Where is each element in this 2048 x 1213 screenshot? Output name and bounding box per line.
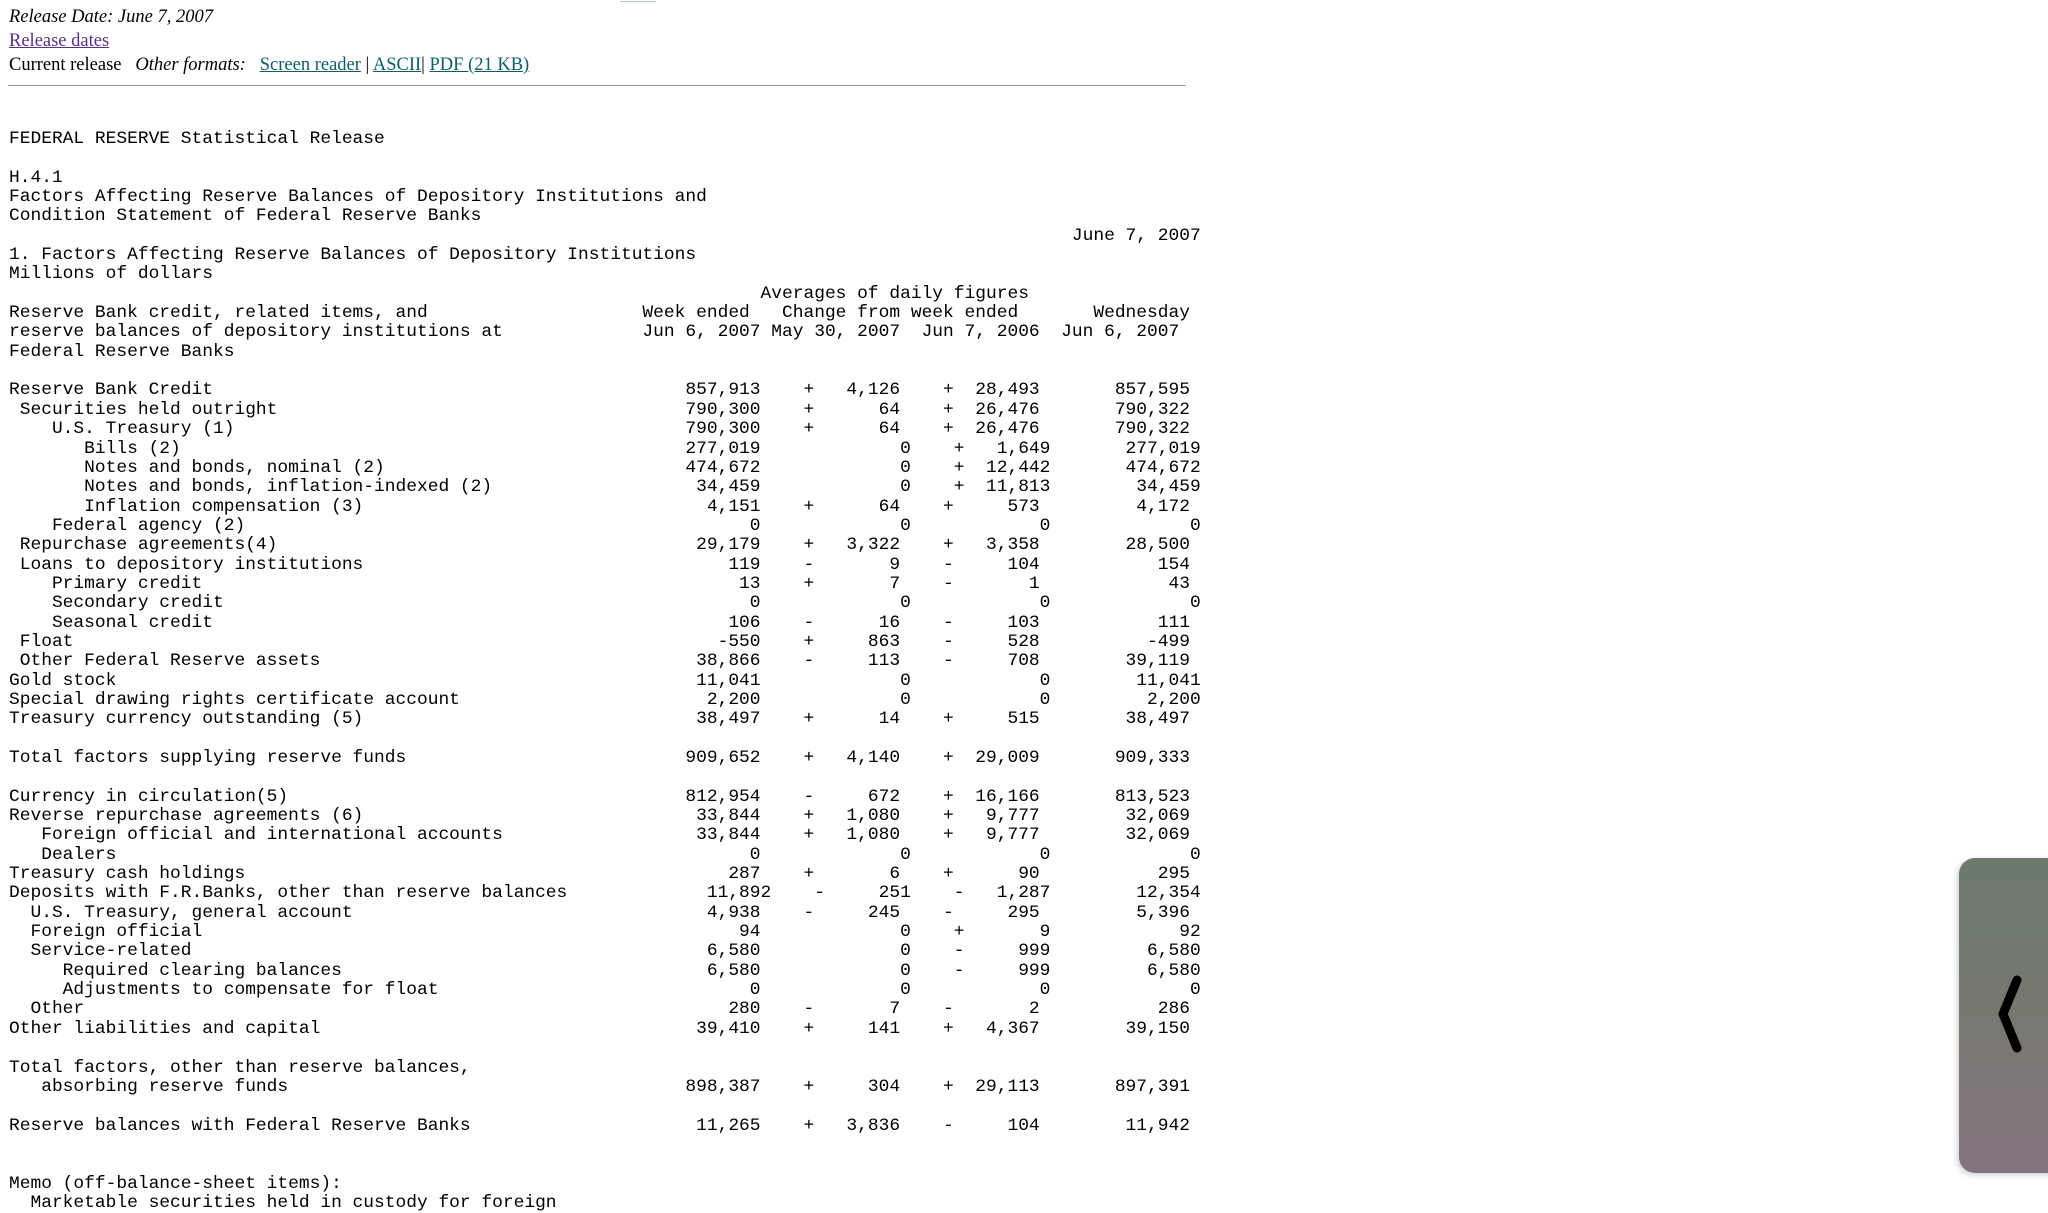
- release-line: Reserve Bank Credit 857,913 + 4,126 + 28,493 857,595: [9, 380, 1190, 401]
- release-line: Other liabilities and capital 39,410 + 141 + 4,367 39,150: [9, 1018, 1190, 1039]
- release-line: Notes and bonds, nominal (2) 474,672 0 + 12,442 474,672: [9, 457, 1201, 478]
- release-line: Special drawing rights certificate account 2,200 0 0 2,200: [9, 689, 1201, 710]
- horizontal-rule: [8, 85, 1186, 86]
- release-line: Notes and bonds, inflation-indexed (2) 34,459 0 + 11,813 34,459: [9, 477, 1201, 498]
- release-text: [9, 130, 1201, 1213]
- release-line: Primary credit 13 + 7 - 1 43: [9, 573, 1190, 594]
- release-line: H.4.1: [9, 167, 63, 188]
- release-line: Other 280 - 7 - 2 286: [9, 999, 1190, 1020]
- release-line: Loans to depository institutions 119 - 9 - 104 154: [9, 554, 1190, 575]
- release-line: Service-related 6,580 0 - 999 6,580: [9, 941, 1201, 962]
- release-line: Bills (2) 277,019 0 + 1,649 277,019: [9, 438, 1201, 459]
- release-line: FEDERAL RESERVE Statistical Release: [9, 129, 385, 149]
- release-line: Marketable securities held in custody for foreign: [9, 1192, 557, 1213]
- release-line: U.S. Treasury (1) 790,300 + 64 + 26,476 790,322: [9, 419, 1190, 440]
- ascii-link[interactable]: ASCII: [372, 55, 422, 75]
- release-line: Foreign official 94 0 + 9 92: [9, 922, 1201, 943]
- release-line: Gold stock 11,041 0 0 11,041: [9, 670, 1201, 691]
- release-line: Inflation compensation (3) 4,151 + 64 + 573 4,172: [9, 496, 1190, 517]
- release-line: Seasonal credit 106 - 16 - 103 111: [9, 612, 1190, 633]
- other-formats-label: Other formats:: [135, 55, 246, 75]
- release-line: Condition Statement of Federal Reserve Banks: [9, 206, 482, 227]
- side-panel-toggle[interactable]: [1959, 858, 2048, 1173]
- screen-reader-link[interactable]: Screen reader: [259, 55, 361, 75]
- release-line: Averages of daily figures: [9, 283, 1029, 304]
- release-line: Treasury currency outstanding (5) 38,497 + 14 + 515 38,497: [9, 709, 1190, 730]
- release-line: Adjustments to compensate for float 0 0 0 0: [9, 980, 1201, 1001]
- release-header: [9, 5, 529, 77]
- release-line: Total factors supplying reserve funds 909,652 + 4,140 + 29,009 909,333: [9, 748, 1190, 768]
- top-link-fragment: [620, 0, 656, 2]
- release-line: absorbing reserve funds 898,387 + 304 + 29,113 897,391: [9, 1076, 1190, 1097]
- release-line: Required clearing balances 6,580 0 - 999 6,580: [9, 960, 1201, 981]
- release-line: Treasury cash holdings 287 + 6 + 90 295: [9, 864, 1190, 885]
- formats-row: [9, 53, 529, 77]
- release-line: Millions of dollars: [9, 264, 213, 285]
- release-line: Federal Reserve Banks: [9, 341, 235, 362]
- release-line: Factors Affecting Reserve Balances of Depository Institutions and: [9, 187, 707, 208]
- release-line: reserve balances of depository institutions at Jun 6, 2007 May 30, 2007 Jun 7, 2006 Jun 6, 2007: [9, 322, 1180, 343]
- release-line: Repurchase agreements(4) 29,179 + 3,322 + 3,358 28,500: [9, 535, 1190, 556]
- release-line: Float -550 + 863 - 528 -499: [9, 631, 1190, 652]
- pdf-link[interactable]: PDF (21 KB): [429, 55, 530, 75]
- release-date: Release Date: June 7, 2007: [9, 7, 213, 27]
- release-line: U.S. Treasury, general account 4,938 - 245 - 295 5,396: [9, 902, 1190, 923]
- chevron-left-icon: [1997, 974, 2025, 1054]
- release-line: Total factors, other than reserve balances,: [9, 1057, 471, 1078]
- release-line: Reverse repurchase agreements (6) 33,844 + 1,080 + 9,777 32,069: [9, 806, 1190, 827]
- separator: |: [360, 55, 373, 75]
- release-line: Reserve Bank credit, related items, and Week ended Change from week ended Wednesday: [9, 303, 1190, 324]
- release-line: Secondary credit 0 0 0 0: [9, 593, 1201, 614]
- release-line: Memo (off-balance-sheet items):: [9, 1173, 342, 1194]
- release-line: 1. Factors Affecting Reserve Balances of Depository Institutions: [9, 245, 697, 266]
- release-line: Foreign official and international accounts 33,844 + 1,080 + 9,777 32,069: [9, 825, 1190, 846]
- current-release-label: Current release: [9, 55, 122, 75]
- release-line: Other Federal Reserve assets 38,866 - 113 - 708 39,119: [9, 651, 1190, 672]
- release-line: June 7, 2007: [9, 225, 1201, 246]
- separator: |: [421, 55, 430, 75]
- release-line: Federal agency (2) 0 0 0 0: [9, 515, 1201, 536]
- release-line: Deposits with F.R.Banks, other than reserve balances 11,892 - 251 - 1,287 12,354: [9, 883, 1201, 904]
- release-dates-link[interactable]: Release dates: [9, 31, 110, 51]
- release-line: Currency in circulation(5) 812,954 - 672 + 16,166 813,523: [9, 786, 1190, 807]
- release-line: Dealers 0 0 0 0: [9, 844, 1201, 865]
- release-line: Securities held outright 790,300 + 64 + 26,476 790,322: [9, 399, 1190, 420]
- release-line: Reserve balances with Federal Reserve Banks 11,265 + 3,836 - 104 11,942: [9, 1115, 1190, 1136]
